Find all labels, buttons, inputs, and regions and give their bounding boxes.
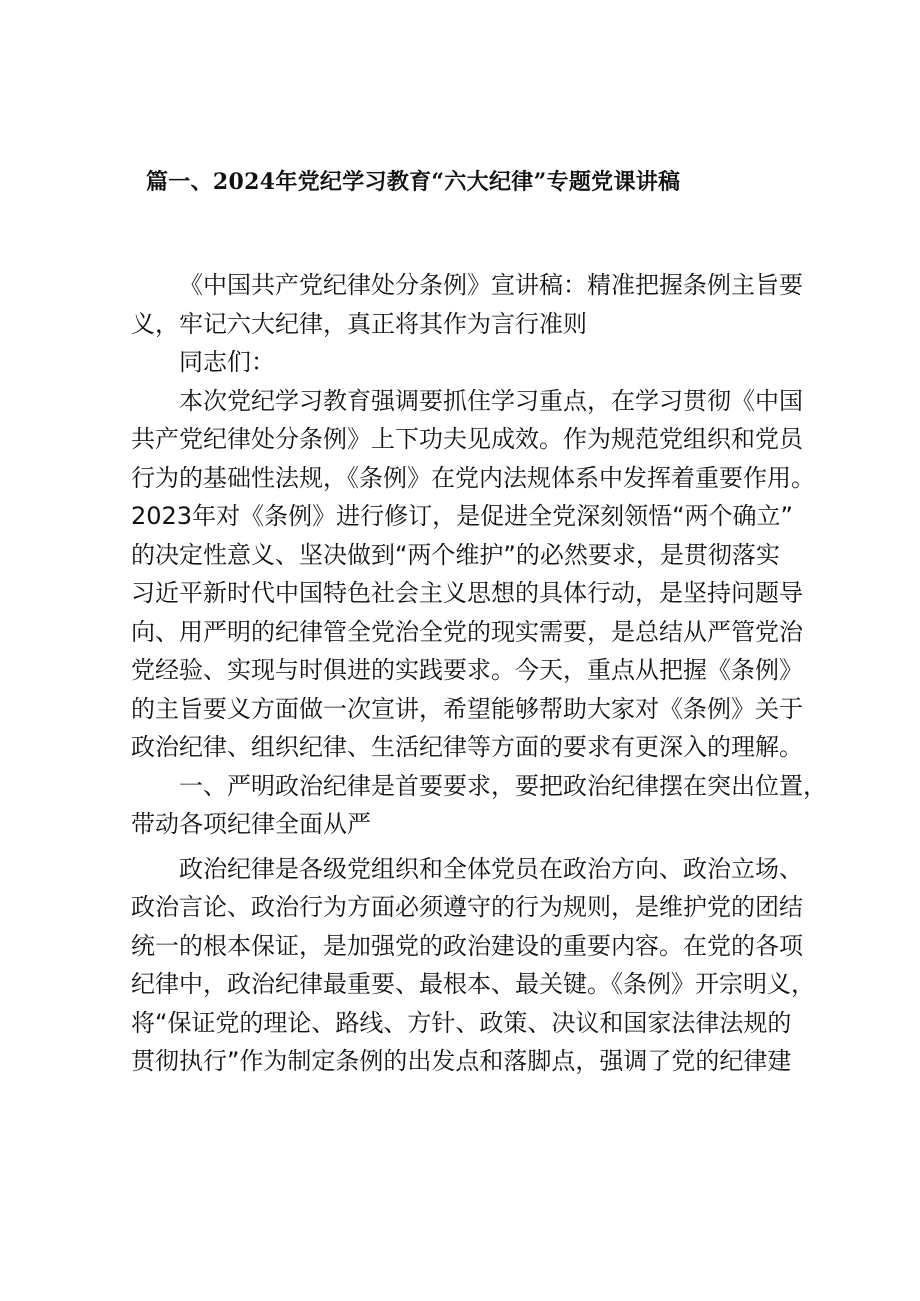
text-line: 带动各项纪律全面从严 — [131, 810, 371, 838]
text-line: 统一的根本保证，是加强党的政治建设的重要内容。在党的各项 — [131, 931, 803, 960]
text-line: 《中国共产党纪律处分条例》宣讲稿：精准把握条例主旨要 — [179, 271, 803, 299]
text-line: 的决定性意义、坚决做到“两个维护”的必然要求，是贯彻落实 — [131, 540, 780, 569]
document-title: 篇一、2024年党纪学习教育“六大纪律”专题党课讲稿 — [146, 169, 681, 195]
text-line: 共产党纪律处分条例》上下功夫见成效。作为规范党组织和党员 — [131, 425, 803, 453]
text-line: 向、用严明的纪律管全党治全党的现实需要，是总结从严管党治 — [131, 617, 803, 646]
text-line: 将“保证党的理论、路线、方针、政策、决议和国家法律法规的 — [131, 1008, 792, 1037]
text-line: 2023年对《条例》进行修订，是促进全党深刻领悟“两个确立” — [131, 502, 793, 530]
text-line: 纪律中，政治纪律最重要、最根本、最关键。《条例》开宗明义， — [131, 970, 815, 998]
text-line: 的主旨要义方面做一次宣讲，希望能够帮助大家对《条例》关于 — [131, 694, 803, 723]
text-line: 同志们： — [179, 348, 275, 376]
intro-paragraph — [131, 382, 815, 767]
subtitle-paragraph — [131, 266, 809, 343]
text-line: 政治纪律是各级党组织和全体党员在政治方向、政治立场、 — [179, 854, 803, 883]
text-line: 政治言论、政治行为方面必须遵守的行为规则，是维护党的团结 — [131, 893, 803, 921]
document-body — [131, 266, 827, 1081]
text-line: 行为的基础性法规，《条例》在党内法规体系中发挥着重要作用。 — [131, 463, 815, 492]
section-heading-1 — [131, 767, 827, 844]
salutation-paragraph — [131, 343, 809, 382]
text-line: 习近平新时代中国特色社会主义思想的具体行动，是坚持问题导 — [131, 579, 803, 607]
section-1-paragraph — [131, 850, 815, 1081]
text-line: 贯彻执行”作为制定条例的出发点和落脚点，强调了党的纪律建 — [131, 1047, 792, 1075]
text-line: 义，牢记六大纪律，真正将其作为言行准则 — [131, 309, 587, 338]
text-line: 本次党纪学习教育强调要抓住学习重点，在学习贯彻《中国 — [179, 386, 803, 415]
text-line: 党经验、实现与时俱进的实践要求。今天，重点从把握《条例》 — [131, 656, 803, 684]
text-line: 政治纪律、组织纪律、生活纪律等方面的要求有更深入的理解。 — [131, 733, 803, 761]
text-line: 一、严明政治纪律是首要要求，要把政治纪律摆在突出位置， — [179, 771, 827, 800]
